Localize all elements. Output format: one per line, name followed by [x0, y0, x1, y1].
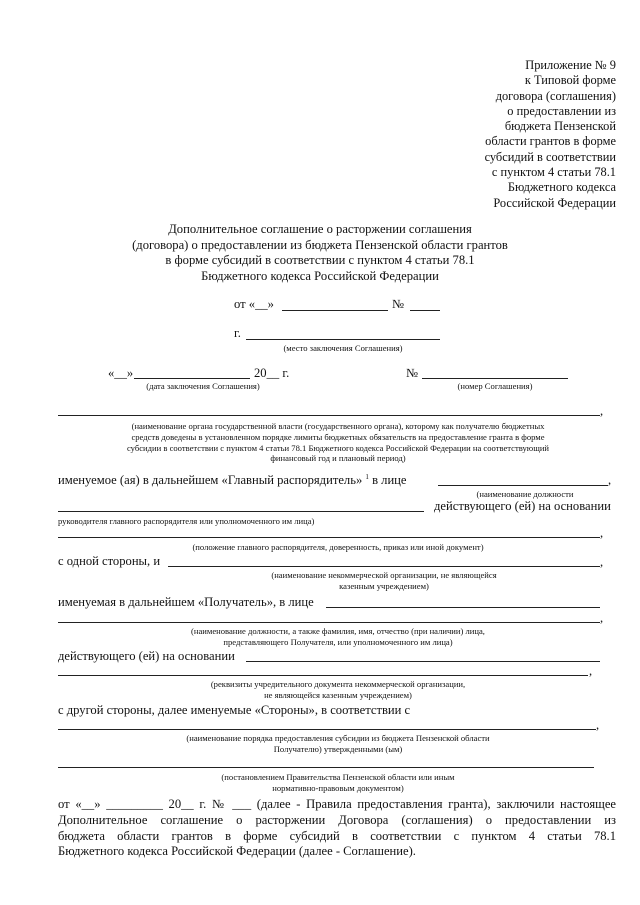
recipient-label: именуемая в дальнейшем «Получатель», в лице: [58, 595, 314, 609]
title-line: Дополнительное соглашение о расторжении соглашения: [168, 222, 472, 236]
acting-label: действующего (ей) на основании: [434, 499, 611, 513]
number-label: №: [392, 297, 405, 311]
number-field[interactable]: [410, 310, 440, 311]
from-date-field[interactable]: [282, 310, 388, 311]
appendix-line: Бюджетного кодекса: [507, 180, 616, 195]
position-caption: (наименование должности: [476, 489, 574, 499]
recipient-name-field[interactable]: [58, 622, 600, 623]
basis-field[interactable]: [58, 537, 600, 538]
authority-field[interactable]: [58, 415, 600, 416]
appendix-line: к Типовой форме: [524, 73, 616, 88]
appendix-line: договора (соглашения): [495, 88, 616, 103]
acting-basis-label: действующего (ей) на основании: [58, 649, 235, 663]
head-position-field[interactable]: [438, 485, 608, 486]
appendix-line: субсидий в соответствии: [484, 149, 616, 164]
recipient-position-field[interactable]: [326, 607, 600, 608]
decree-caption: (постановлением Правительства Пензенской области или иным нормативно-правовым документом): [221, 772, 455, 793]
title-line: (договора) о предоставлении из бюджета Пензенской области грантов: [132, 237, 508, 252]
one-side-label: с одной стороны, и: [58, 554, 161, 568]
named-main-label: именуемое (ая) в дальнейшем «Главный распорядитель» $^1$ в лице: [58, 473, 407, 488]
appendix-line: Приложение № 9: [525, 58, 616, 72]
date-prefix: «__»: [108, 366, 134, 380]
footnote-mark: 1: [365, 473, 369, 481]
other-side-label: с другой стороны, далее именуемые «Стороны», в соответствии с: [58, 703, 411, 717]
agreement-date-field[interactable]: [134, 378, 250, 379]
basis-caption: (положение главного распорядителя, доверенность, приказ или иной документ): [192, 542, 484, 552]
appendix-line: с пунктом 4 статьи 78.1: [491, 165, 616, 180]
year-label: 20__ г.: [254, 366, 290, 380]
authority-caption: (наименование органа государственной власти (государственного органа), которому как получателю бюджетных средств доведены в установленном порядке лимиты бюджетных обязательств на предоставление гранта в форме субсидии в соответствии с пунктом 4 статьи 78.1 Бюджетного кодекса Российской Федерации на соответствующий финансовый год и плановый период): [126, 421, 550, 464]
org-caption: (наименование некоммерческой организации, не являющейся казенным учреждением): [271, 570, 497, 591]
document-title: [0, 222, 640, 284]
appendix-line: о предоставлении из: [507, 103, 616, 118]
head-caption: руководителя главного распорядителя или уполномоченного им лица): [58, 516, 315, 526]
organization-field[interactable]: [168, 566, 600, 567]
title-line: Бюджетного кодекса Российской Федерации: [201, 268, 439, 283]
city-label: г.: [234, 326, 241, 340]
date-caption: (дата заключения Соглашения): [146, 381, 260, 391]
agreement-number-label: №: [406, 366, 419, 380]
recipient-caption: (наименование должности, а также фамилия, имя, отчество (при наличии) лица, представляющего Получателя, или уполномоченного им лица): [191, 626, 485, 647]
basis-document-field[interactable]: [246, 661, 600, 662]
place-field[interactable]: [246, 339, 440, 340]
agreement-number-caption: (номер Соглашения): [457, 381, 533, 391]
appendix-line: области грантов в форме: [485, 134, 616, 149]
final-paragraph: от «__» _________ 20__ г. № ___ (далее - Правила предоставления гранта), заключили настоящее Дополнительное соглашение о расторжении Договора (соглашения) о предоставлении из бюджета области грантов в форме субсидий в соответствии с пунктом 4 статьи 78.1 Бюджетного кодекса Российской Федерации (далее - Соглашение).: [58, 797, 616, 859]
agreement-number-field[interactable]: [422, 378, 568, 379]
appendix-note: [446, 58, 616, 211]
title-line: в форме субсидий в соответствии с пунктом 4 статьи 78.1: [165, 253, 475, 268]
appendix-line: бюджета Пензенской: [504, 119, 616, 134]
appendix-line: Российской Федерации: [493, 195, 616, 210]
from-date-label: от «__»: [234, 297, 274, 311]
procedure-field[interactable]: [58, 729, 596, 730]
head-name-field[interactable]: [58, 511, 424, 512]
requisites-field[interactable]: [58, 675, 588, 676]
place-caption: (место заключения Соглашения): [283, 343, 403, 353]
document-page: Приложение № 9 к Типовой форме договора (соглашения) о предоставлении из бюджета Пензенской области грантов в форме субсидий в соответствии с пунктом 4 статьи 78.1 Бюджетного кодекса Российской Федерации Дополнительное соглашение о расторжении соглашения (договора) о предоставлении из бюджета Пензенской области грантов в форме субсидий в соответствии с пунктом 4 статьи 78.1 Бюджетного кодекса Российской Федерации от «__» № г. (место заключения Соглашения) «__» 20__ г. (дата заключения Соглашения) № (номер Соглашения) , (наименование органа государственной власти (государственного органа), которому как получателю бюджетных средств доведены в установленном порядке лимиты бюджетных обязательств на предоставление гранта в форме субсидии в соответствии с пунктом 4 статьи 78.1 Бюджетного кодекса Российской Федерации на соответствующий финансовый год и плановый период) именуемое (ая) в дальнейшем «Главный распорядитель» $^1$ в лице , (наименование должности действующего (ей) на основании руководителя главного распорядителя или уполномоченного им лица) , (положение главного распорядителя, доверенность, приказ или иной документ) с одной стороны, и , (наименование некоммерческой организации, не являющейся казенным учреждением) именуемая в дальнейшем «Получатель», в лице , (наименование должности, а также фамилия, имя, отчество (при наличии) лица, представляющего Получателя, или уполномоченного им лица) действующего (ей) на основании , (реквизиты учредительного документа некоммерческой организации, не являющейся казенным учреждением) с другой стороны, далее именуемые «Стороны», в соответствии с , (наименование порядка предоставления субсидии из бюджета Пензенской области Получателю) утвержденными (ым) (постановлением Правительства Пензенской области или иным нормативно-правовым документом) от «__» _________ 20__ г. № ___ (далее - Правила предоставления гранта), заключили настоящее Дополнительное соглашение о расторжении Договора (соглашения) о предоставлении из бюджета области грантов в форме субсидий в соответствии с пунктом 4 статьи 78.1 Бюджетного кодекса Российской Федерации (далее - Соглашение).: [0, 0, 640, 905]
requisites-caption: (реквизиты учредительного документа некоммерческой организации, не являющейся казенным учреждением): [210, 679, 466, 700]
procedure-caption: (наименование порядка предоставления субсидии из бюджета Пензенской области Получателю) утвержденными (ым): [186, 733, 490, 754]
decree-field[interactable]: [58, 767, 594, 768]
